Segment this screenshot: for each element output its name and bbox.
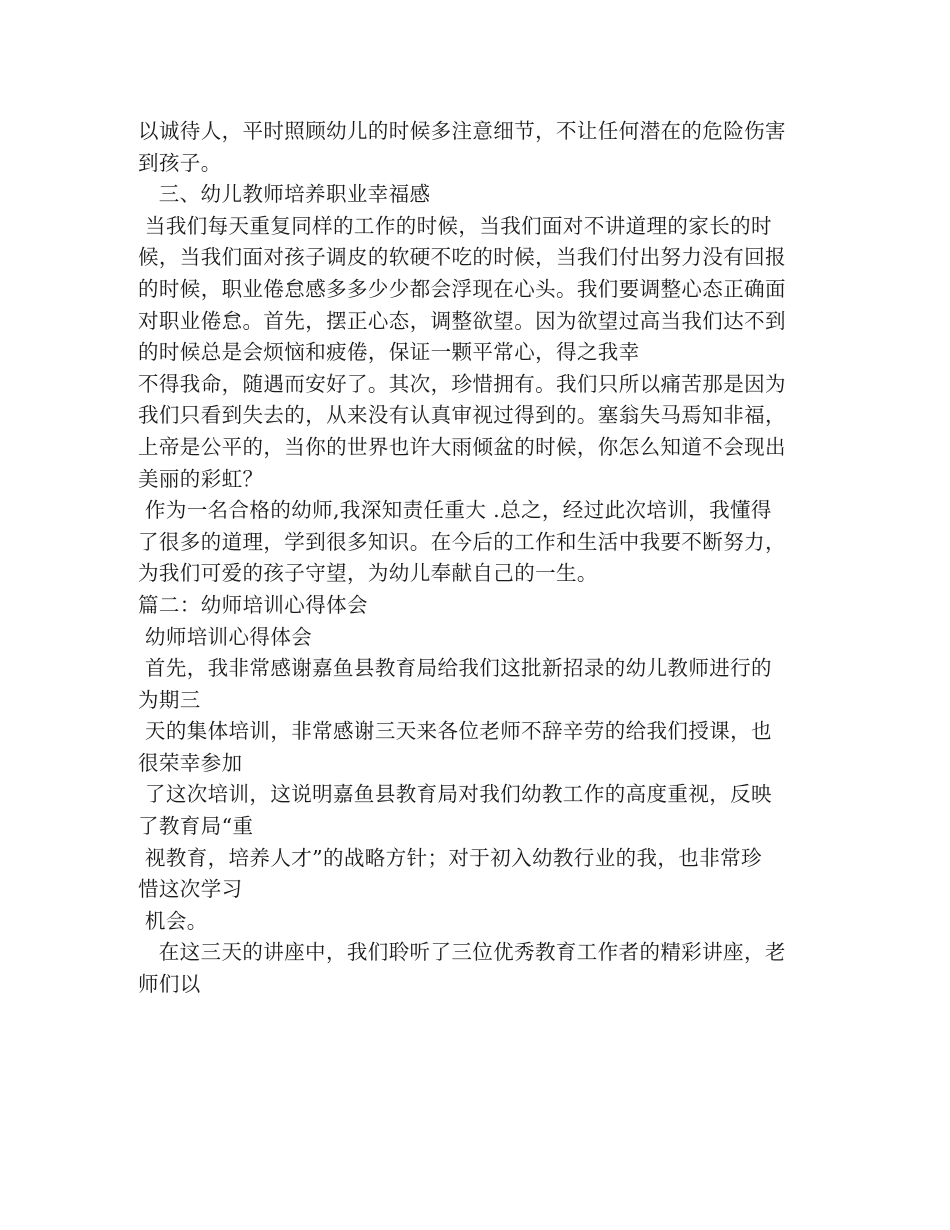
document-body <box>138 116 818 1001</box>
text-line: 对职业倦怠。首先，摆正心态，调整欲望。因为欲望过高当我们达不到 <box>138 308 786 333</box>
text-line: 的时候总是会烦恼和疲倦，保证一颗平常心，得之我幸 <box>138 340 640 365</box>
text-line: 为期三 <box>138 687 201 712</box>
text-line: 当我们每天重复同样的工作的时候，当我们面对不讲道理的家长的时 <box>138 213 772 238</box>
text-line: 不得我命，随遇而安好了。其次，珍惜拥有。我们只所以痛苦那是因为 <box>138 371 786 396</box>
text-line: 作为一名合格的幼师,我深知责任重大 .总之，经过此次培训，我懂得 <box>138 498 772 523</box>
text-line: 候，当我们面对孩子调皮的软硬不吃的时候，当我们付出努力没有回报 <box>138 245 786 270</box>
text-line: 了这次培训，这说明嘉鱼县教育局对我们幼教工作的高度重视，反映 <box>138 782 772 807</box>
text-line: 以诚待人，平时照顾幼儿的时候多注意细节，不让任何潜在的危险伤害 <box>138 119 786 143</box>
text-line: 机会。 <box>138 908 208 933</box>
chapter-heading: 篇二：幼师培训心得体会 <box>138 592 368 617</box>
text-line: 我们只看到失去的，从来没有认真审视过得到的。塞翁失马焉知非福， <box>138 403 786 428</box>
text-line: 为我们可爱的孩子守望，为幼儿奉献自己的一生。 <box>138 561 598 586</box>
text-line: 师们以 <box>138 972 201 997</box>
text-line: 很荣幸参加 <box>138 750 243 775</box>
section-heading: 三、幼儿教师培养职业幸福感 <box>138 182 431 207</box>
text-line: 首先，我非常感谢嘉鱼县教育局给我们这批新招录的幼儿教师进行的 <box>138 656 772 681</box>
text-line: 惜这次学习 <box>138 877 243 902</box>
text-line: 视教育，培养人才”的战略方针；对于初入幼教行业的我，也非常珍 <box>138 845 762 870</box>
article-title: 幼师培训心得体会 <box>138 624 313 649</box>
text-line: 天的集体培训，非常感谢三天来各位老师不辞辛劳的给我们授课，也 <box>138 719 772 744</box>
text-line: 的时候，职业倦怠感多多少少都会浮现在心头。我们要调整心态正确面 <box>138 276 786 301</box>
text-line: 上帝是公平的，当你的世界也许大雨倾盆的时候，你怎么知道不会现出 <box>138 434 786 459</box>
text-line: 美丽的彩虹？ <box>138 466 264 491</box>
text-line: 到孩子。 <box>138 150 222 175</box>
text-line: 了很多的道理，学到很多知识。在今后的工作和生活中我要不断努力， <box>138 529 786 554</box>
text-line: 了教育局“重 <box>138 814 254 839</box>
text-line: 在这三天的讲座中，我们聆听了三位优秀教育工作者的精彩讲座，老 <box>138 940 786 965</box>
